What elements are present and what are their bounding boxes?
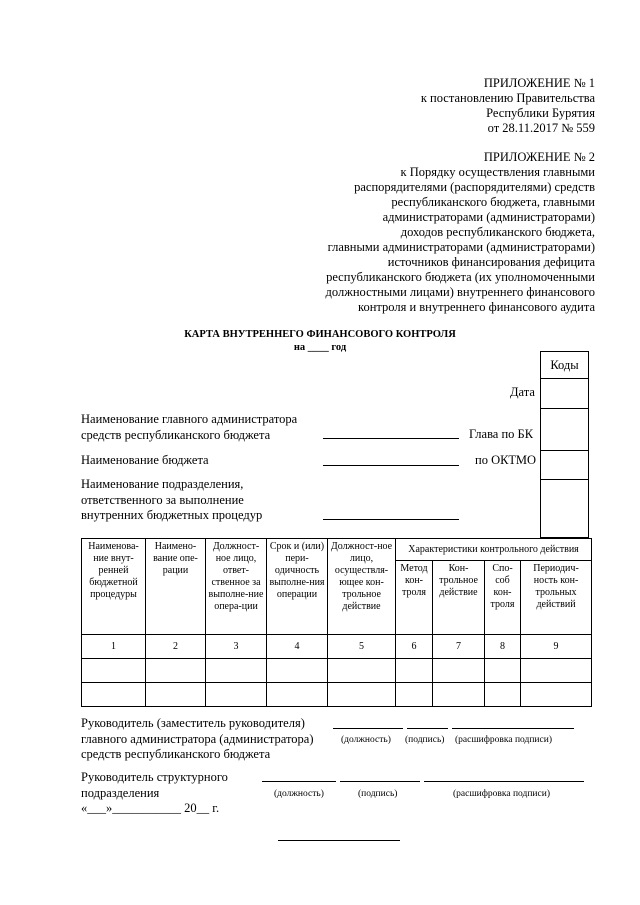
column-header: Должност-ное лицо, ответ-ственное за выполне-ние опера-ции <box>206 539 267 635</box>
unit-label <box>81 477 262 524</box>
column-number: 8 <box>485 635 521 659</box>
admin-label <box>81 412 297 443</box>
column-header: Спо-соб кон-троля <box>485 561 521 635</box>
table-cell[interactable] <box>433 659 485 683</box>
form-title: КАРТА ВНУТРЕННЕГО ФИНАНСОВОГО КОНТРОЛЯ <box>184 329 456 340</box>
budget-name-field[interactable] <box>323 465 459 466</box>
group-header: Характеристики контрольного действия <box>396 539 592 561</box>
codes-header: Коды <box>541 352 589 379</box>
unit-label-line: Наименование подразделения, <box>81 477 244 491</box>
appendix-2-line: республиканского бюджета (их уполномоченными <box>326 270 595 284</box>
column-number: 6 <box>396 635 433 659</box>
date-label: Дата <box>510 385 535 399</box>
column-number: 4 <box>267 635 328 659</box>
appendix-1-line: к постановлению Правительства <box>420 91 595 105</box>
column-number: 9 <box>521 635 592 659</box>
column-header: Периодич-ность кон-трольных действий <box>521 561 592 635</box>
column-number: 7 <box>433 635 485 659</box>
appendix-2-line: доходов республиканского бюджета, <box>400 225 595 239</box>
appendix-2-line: республиканского бюджета, главными <box>391 195 595 209</box>
signature-2-line: Руководитель структурного <box>81 770 228 784</box>
signature-1-position-caption: (должность) <box>341 735 391 745</box>
table-cell[interactable] <box>521 659 592 683</box>
appendix-2-line: должностными лицами) внутреннего финансового <box>325 285 595 299</box>
table-cell[interactable] <box>485 659 521 683</box>
table-cell[interactable] <box>433 683 485 707</box>
table-cell[interactable] <box>521 683 592 707</box>
appendix-2-block <box>326 150 595 315</box>
appendix-2-title: ПРИЛОЖЕНИЕ № 2 <box>483 150 595 164</box>
table-cell[interactable] <box>206 683 267 707</box>
signature-1-signature-caption: (подпись) <box>405 735 445 745</box>
table-cell[interactable] <box>146 683 206 707</box>
unit-name-field[interactable] <box>323 519 459 520</box>
appendix-1-title: ПРИЛОЖЕНИЕ № 1 <box>483 76 595 90</box>
table-cell[interactable] <box>267 659 328 683</box>
code-date-cell[interactable] <box>541 379 589 409</box>
appendix-2-line: распорядителями (распорядителями) средств <box>354 180 595 194</box>
footer-rule <box>278 840 400 841</box>
column-header: Срок и (или) пери-одичность выполне-ния операции <box>267 539 328 635</box>
code-oktmo-cell[interactable] <box>541 451 589 480</box>
table-cell[interactable] <box>82 683 146 707</box>
signature-1-decoding-caption: (расшифровка подписи) <box>455 735 552 745</box>
unit-label-line: внутренних бюджетных процедур <box>81 508 263 522</box>
appendix-2-line: источников финансирования дефицита <box>387 255 595 269</box>
admin-label-line: Наименование главного администратора <box>81 412 298 426</box>
table-row <box>82 659 592 683</box>
unit-label-line: ответственного за выполнение <box>81 492 244 507</box>
appendix-1-line: Республики Бурятия <box>486 106 595 120</box>
table-cell[interactable] <box>396 659 433 683</box>
signature-2-line: подразделения <box>81 785 160 800</box>
appendix-2-line: администраторами (администраторами) <box>382 210 595 224</box>
signature-1-line: средств республиканского бюджета <box>81 747 271 761</box>
oktmo-label: по ОКТМО <box>475 453 537 467</box>
column-header: Наимено-вание опе-рации <box>146 539 206 635</box>
signature-2-signature-caption: (подпись) <box>358 789 398 799</box>
table-cell[interactable] <box>328 659 396 683</box>
signature-1-line: главного администратора (администратора) <box>81 731 314 746</box>
table-header-row <box>82 539 592 561</box>
table-row <box>82 683 592 707</box>
table-cell[interactable] <box>328 683 396 707</box>
table-cell[interactable] <box>267 683 328 707</box>
control-map-table <box>81 538 592 707</box>
code-bk-cell[interactable] <box>541 409 589 451</box>
appendix-2-line: контроля и внутреннего финансового аудита <box>358 300 595 314</box>
appendix-1-line: от 28.11.2017 № 559 <box>487 121 595 135</box>
signature-2-date-line[interactable]: «___»___________ 20__ г. <box>81 801 220 815</box>
bk-label: Глава по БК <box>469 427 534 441</box>
budget-label: Наименование бюджета <box>81 453 209 467</box>
table-cell[interactable] <box>206 659 267 683</box>
column-number-row <box>82 635 592 659</box>
column-header: Наименова-ние внут-ренней бюджетной процедуры <box>82 539 146 635</box>
admin-name-field[interactable] <box>323 438 459 439</box>
column-number: 5 <box>328 635 396 659</box>
appendix-2-line: к Порядку осуществления главными <box>400 165 595 179</box>
signature-1-decoding-field[interactable] <box>452 728 574 729</box>
column-header: Должност-ное лицо, осуществля-ющее кон-трольное действие <box>328 539 396 635</box>
table-cell[interactable] <box>146 659 206 683</box>
signature-2-position-field[interactable] <box>262 781 336 782</box>
table-cell[interactable] <box>485 683 521 707</box>
signature-2-decoding-field[interactable] <box>424 781 584 782</box>
signature-2-decoding-caption: (расшифровка подписи) <box>453 789 550 799</box>
signature-2-label <box>81 770 228 817</box>
signature-1-signature-field[interactable] <box>407 728 448 729</box>
signature-2-signature-field[interactable] <box>340 781 420 782</box>
signature-2-position-caption: (должность) <box>274 789 324 799</box>
form-subtitle: на ____ год <box>293 342 347 353</box>
table-cell[interactable] <box>396 683 433 707</box>
column-number: 2 <box>146 635 206 659</box>
appendix-1-block <box>421 76 595 136</box>
code-unit-cell[interactable] <box>541 480 589 538</box>
column-number: 3 <box>206 635 267 659</box>
column-header: Кон-трольное действие <box>433 561 485 635</box>
signature-1-label <box>81 716 314 763</box>
appendix-2-line: главными администраторами (администраторами) <box>327 240 595 254</box>
codes-box <box>540 351 589 538</box>
signature-1-line: Руководитель (заместитель руководителя) <box>81 716 305 730</box>
table-cell[interactable] <box>82 659 146 683</box>
column-number: 1 <box>82 635 146 659</box>
column-header: Метод кон-троля <box>396 561 433 635</box>
signature-1-position-field[interactable] <box>333 728 403 729</box>
admin-label-line: средств республиканского бюджета <box>81 427 271 442</box>
